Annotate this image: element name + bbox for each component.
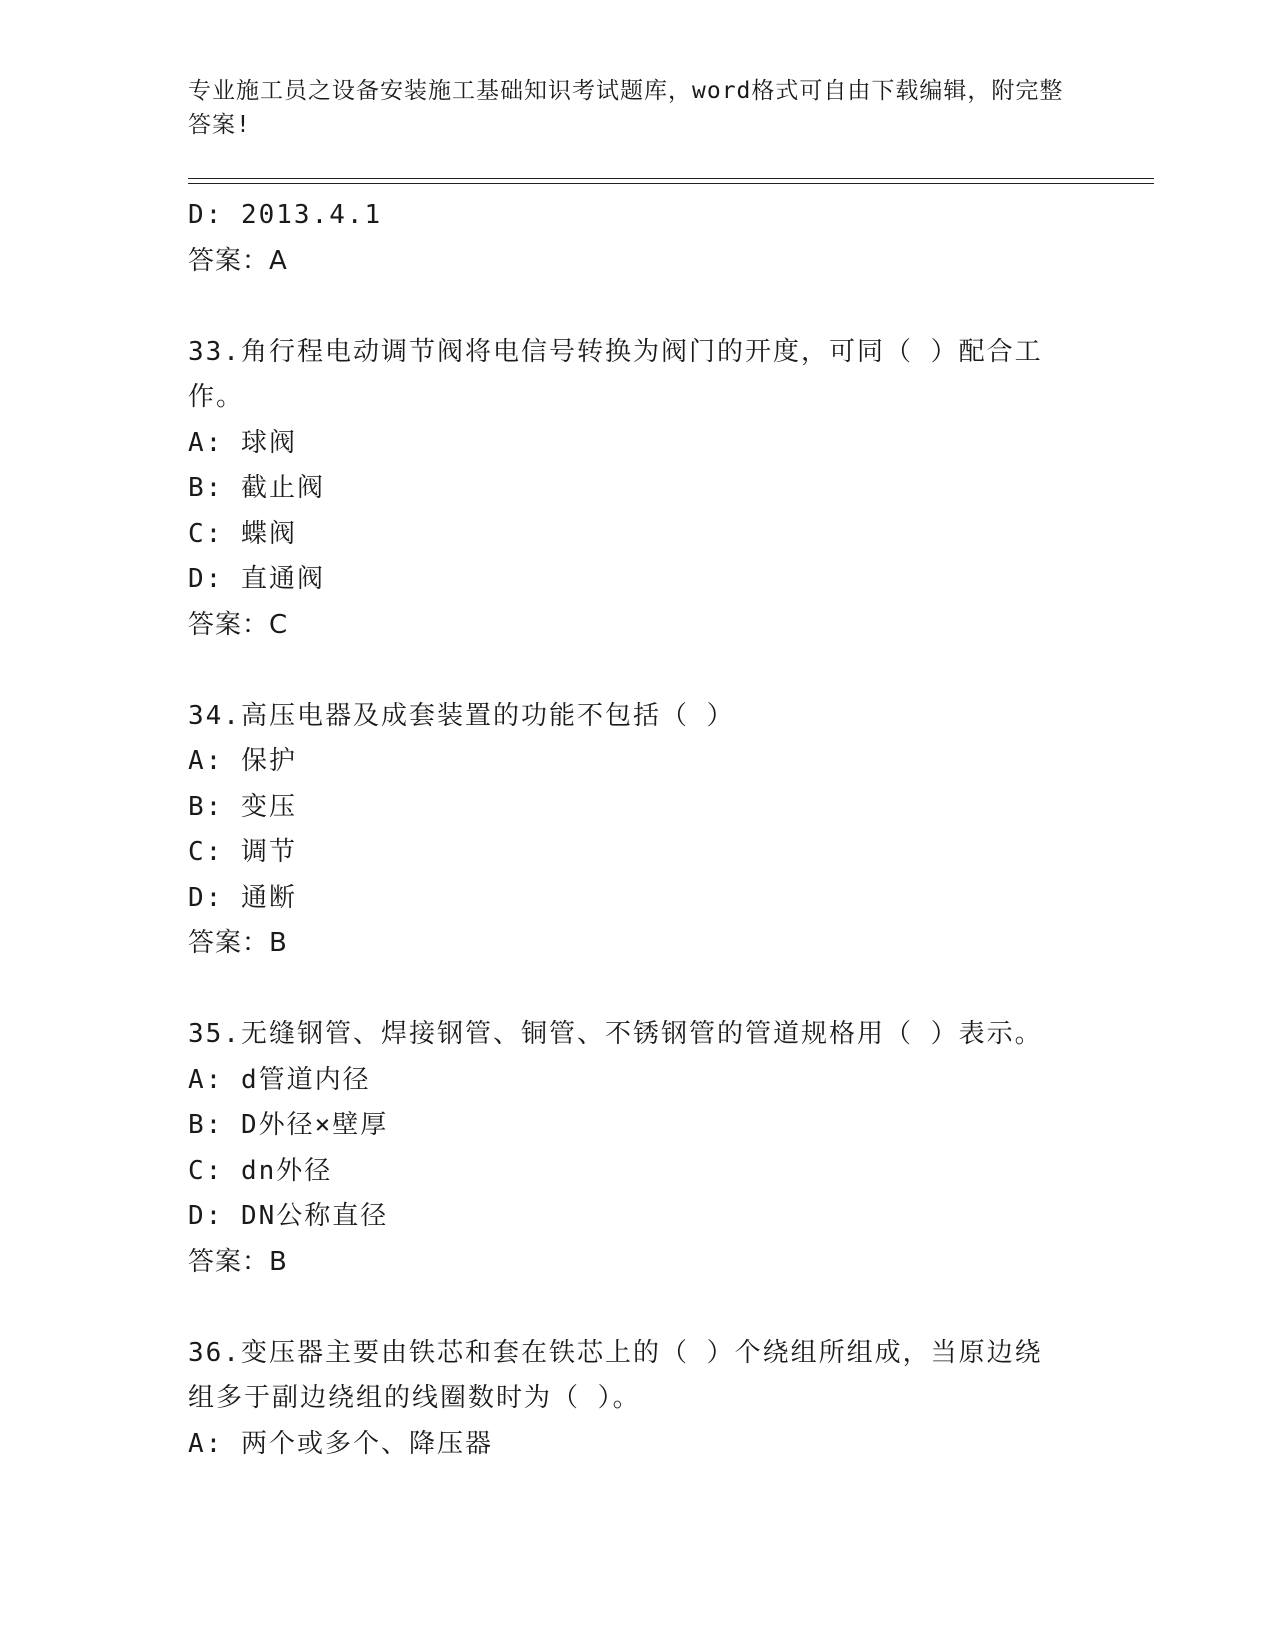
option-c: C: 蝶阀 (188, 518, 297, 549)
question-stem: 33.角行程电动调节阀将电信号转换为阀门的开度，可同（ ）配合工作。 (188, 336, 1043, 412)
option-b: B: 截止阀 (188, 473, 325, 503)
spacer (188, 1285, 1068, 1331)
spacer (188, 967, 1068, 1013)
question-stem: 36.变压器主要由铁芯和套在铁芯上的（ ）个绕组所组成，当原边绕组多于副边绕组的线圈数时为（ ）。 (188, 1337, 1043, 1413)
option-d: D: 直通阀 (188, 564, 325, 594)
question-list (188, 193, 1068, 1467)
question-36 (188, 1331, 1068, 1468)
option-c: C: dn外径 (188, 1155, 333, 1186)
option-b: B: 变压 (188, 791, 297, 822)
answer-line: 答案：B (188, 1246, 288, 1277)
option-c: C: 调节 (188, 837, 297, 867)
question-stem: 35.无缝钢管、焊接钢管、铜管、不锈钢管的管道规格用（ ）表示。 (188, 1019, 1043, 1049)
question-stem: 34.高压电器及成套装置的功能不包括（ ） (188, 700, 735, 731)
option-a: A: 球阀 (188, 427, 297, 458)
option-a: A: 保护 (188, 746, 297, 776)
header-divider-bottom (188, 183, 1154, 184)
option-a: A: 两个或多个、降压器 (188, 1428, 493, 1459)
header-divider-top (188, 178, 1154, 179)
question-34 (188, 694, 1068, 967)
spacer (188, 648, 1068, 694)
answer-line: 答案：C (188, 609, 289, 640)
answer-line: 答案：A (188, 245, 288, 276)
question-33 (188, 330, 1068, 649)
option-d: D: DN公称直径 (188, 1201, 389, 1231)
answer-line: 答案：B (188, 928, 288, 958)
option-d: D: 2013.4.1 (188, 200, 383, 230)
spacer (188, 284, 1068, 330)
document-header: 专业施工员之设备安装施工基础知识考试题库，word格式可自由下载编辑，附完整答案! (188, 78, 1064, 138)
option-d: D: 通断 (188, 882, 297, 913)
option-b: B: D外径×壁厚 (188, 1110, 389, 1140)
option-a: A: d管道内径 (188, 1064, 371, 1095)
question-35 (188, 1012, 1068, 1285)
